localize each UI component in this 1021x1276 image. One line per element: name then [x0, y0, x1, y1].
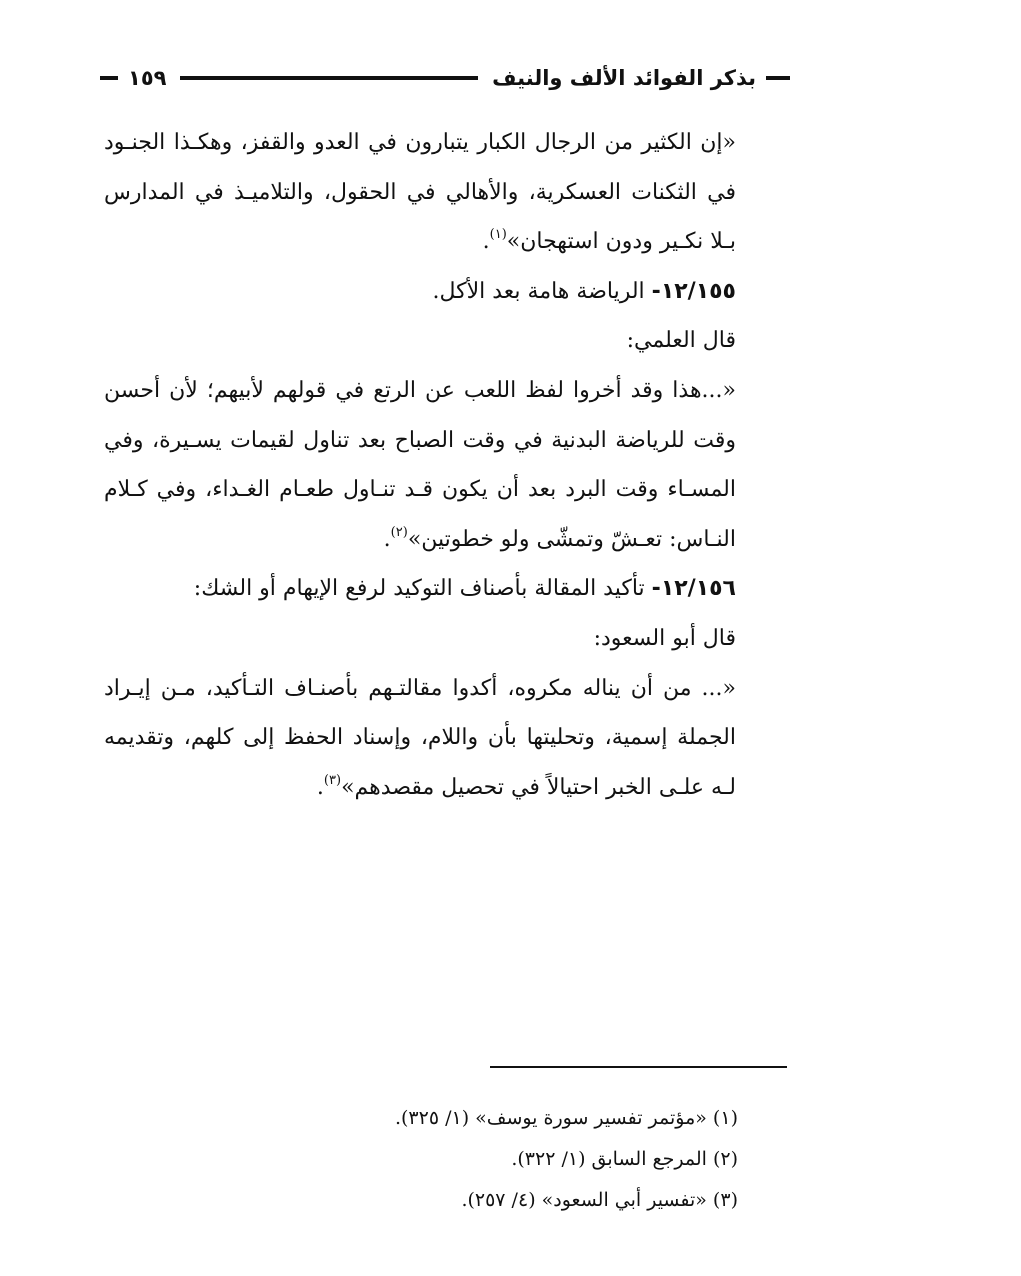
footnote-ref-2: (٢) — [390, 524, 408, 540]
footnote-ref-1: (١) — [489, 227, 507, 243]
quote-1-end: . — [482, 229, 490, 255]
section-155-number: ١٢/١٥٥- — [651, 278, 736, 304]
footnote-1: (١) «مؤتمر تفسير سورة يوسف» (١/ ٣٢٥). — [394, 1107, 738, 1129]
section-156-heading — [104, 564, 788, 614]
section-156-title: تأكيد المقالة بأصناف التوكيد لرفع الإيهام أو الشك: — [193, 576, 645, 602]
quote-paragraph-3 — [104, 664, 788, 813]
main-text — [104, 118, 788, 812]
quote-paragraph-1 — [104, 118, 788, 267]
footnote-3: (٣) «تفسير أبي السعود» (٤/ ٢٥٧). — [461, 1189, 738, 1211]
section-155-title: الرياضة هامة بعد الأكل. — [432, 278, 645, 304]
quote-3-text: «... من أن يناله مكروه، أكدوا مقالتـهم بأصنـاف التـأكيد، مـن إيـراد الجملة إسمية، وتحليتها بأن واللام، وإسناد الحفظ إلى كلهم، وتقديمه لـه علـى الخبر احتيالاً في تحصيل مقصدهم» — [104, 675, 736, 800]
section-155-speaker: قال العلمي: — [626, 328, 736, 354]
section-155-heading — [104, 267, 788, 317]
footnote-2: (٢) المرجع السابق (١/ ٣٢٢). — [511, 1148, 738, 1170]
header-dash-right — [766, 76, 790, 80]
section-156-number: ١٢/١٥٦- — [651, 576, 736, 602]
quote-2-text: «...هذا وقد أخروا لفظ اللعب عن الرتع في قولهم لأبيهم؛ لأن أحسن وقت للرياضة البدنية في وقت الصباح بعد تناول لقيمات يسـيرة، وفي المسـاء وقت البرد بعد أن يكون قـد تنـاول طعـام الغـداء، وفي كـلام النـاس: تعـشّ وتمشّى ولو خطوتين» — [104, 377, 736, 552]
running-title: بذكر الفوائد الألف والنيف — [492, 66, 756, 90]
section-156-speaker: قال أبو السعود: — [593, 625, 736, 651]
quote-2-end: . — [383, 526, 391, 552]
footnote-ref-3: (٣) — [323, 772, 342, 788]
quote-paragraph-2 — [104, 366, 788, 564]
footnotes — [300, 1098, 738, 1221]
quote-3-end: . — [316, 774, 324, 800]
page-number: ١٥٩ — [128, 66, 167, 90]
footnote-separator — [490, 1066, 787, 1068]
header-dash-left — [100, 76, 118, 80]
page-header — [100, 58, 790, 98]
header-rule — [180, 76, 478, 80]
quote-1-text: «إن الكثير من الرجال الكبار يتبارون في العدو والقفز، وهكـذا الجنـود في الثكنات العسكرية، والأهالي في الحقول، والتلاميـذ في المدارس بـلا نكـير ودون استهجان» — [104, 130, 736, 255]
